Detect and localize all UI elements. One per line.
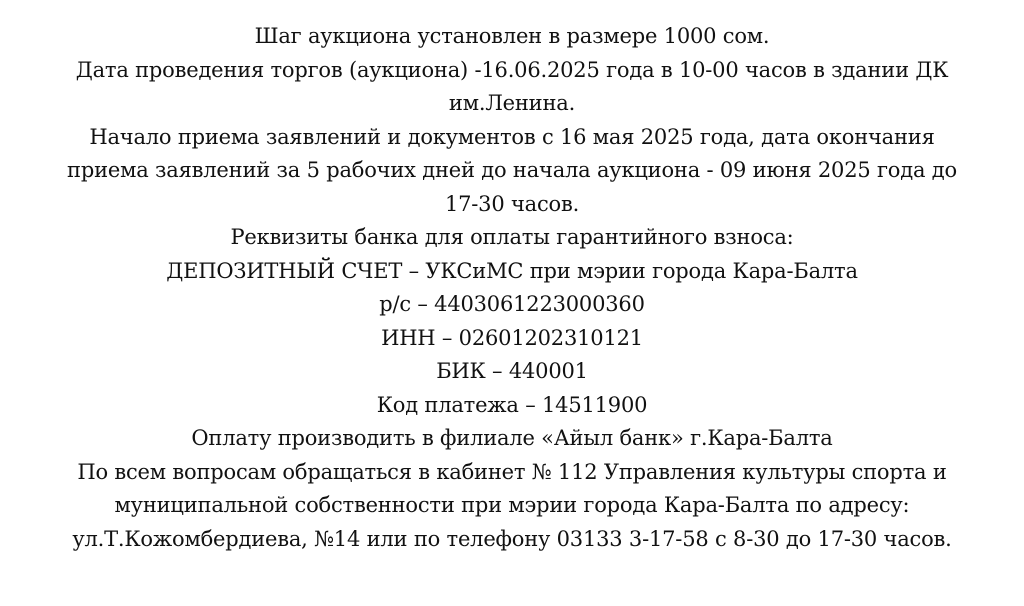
announcement-text: [0, 20, 1024, 556]
deposit-account-line: ДЕПОЗИТНЫЙ СЧЕТ – УКСиМС при мэрии города Кара-Балта: [166, 258, 858, 283]
application-deadline-line: приема заявлений за 5 рабочих дней до начала аукциона - 09 июня 2025 года до: [67, 158, 957, 182]
payment-branch-line: Оплату производить в филиале «Айыл банк» г.Кара-Балта: [191, 426, 833, 450]
bank-details-heading: Реквизиты банка для оплаты гарантийного взноса:: [230, 225, 794, 249]
application-deadline-time-line: 17-30 часов.: [444, 191, 580, 216]
application-start-line: Начало приема заявлений и документов с 16 мая 2025 года, дата окончания: [89, 124, 935, 149]
contact-address-phone-line: ул.Т.Кожомбердиева, №14 или по телефону 03133 3-17-58 с 8-30 до 17-30 часов.: [72, 526, 952, 551]
payment-code-line: Код платежа – 14511900: [376, 392, 648, 417]
auction-step-line: Шаг аукциона установлен в размере 1000 сом.: [254, 24, 770, 48]
auction-venue-line: им.Ленина.: [448, 91, 576, 115]
contact-line-2: муниципальной собственности при мэрии города Кара-Балта по адресу:: [114, 493, 910, 517]
bik-line: БИК – 440001: [436, 359, 588, 383]
settlement-account-line: р/с – 4403061223000360: [379, 292, 645, 316]
inn-line: ИНН – 02601202310121: [381, 325, 643, 350]
contact-line-1: По всем вопросам обращаться в кабинет № 112 Управления культуры спорта и: [77, 459, 947, 484]
auction-date-line: Дата проведения торгов (аукциона) -16.06.2025 года в 10-00 часов в здании ДК: [75, 57, 949, 82]
